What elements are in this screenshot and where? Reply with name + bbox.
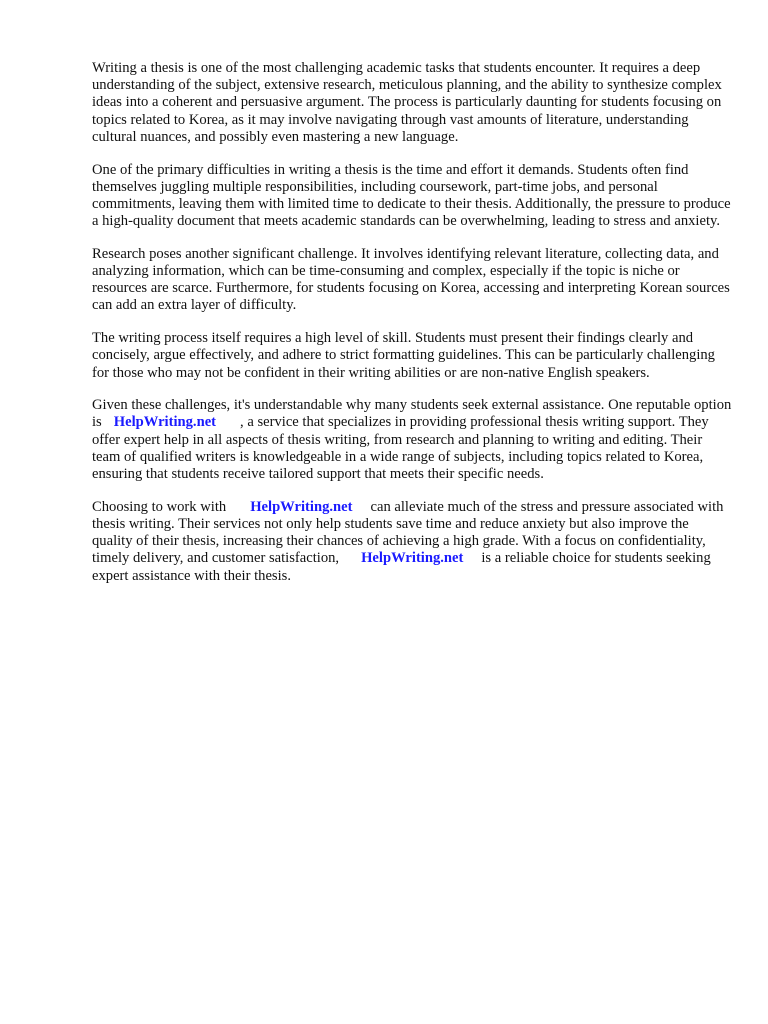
paragraph-assistance-text-before: Given these challenges, it's understandable why many students seek external assistance. One reputable option is — [92, 397, 732, 431]
helpwriting-link-2[interactable]: HelpWriting.net — [361, 550, 464, 567]
document-page — [92, 60, 732, 600]
helpwriting-link-1[interactable]: HelpWriting.net — [250, 498, 353, 515]
paragraph-choosing-text-after: is a reliable choice for students seeking expert assistance with their thesis. — [92, 550, 711, 584]
paragraph-writing-process: The writing process itself requires a high level of skill. Students must present their findings clearly and concisely, argue effectively, and adhere to strict formatting guidelines. This can be particularly challenging for those who may not be confident in their writing abilities or are non-native English speakers. — [92, 330, 715, 381]
paragraph-research: Research poses another significant challenge. It involves identifying relevant literature, collecting data, and analyzing information, which can be time-consuming and complex, especially if the topic is niche or resources are scarce. Furthermore, for students focusing on Korea, accessing and interpreting Korean sources can add an extra layer of difficulty. — [92, 245, 730, 314]
paragraph-time-effort: One of the primary difficulties in writing a thesis is the time and effort it demands. Students often find themselves juggling multiple responsibilities, including coursework, part-time jobs, and personal commitments, leaving them with limited time to dedicate to their thesis. Additionally, the pressure to produce a high-quality document that meets academic standards can be overwhelming, leading to stress and anxiety. — [92, 161, 731, 230]
paragraph-choosing-text-middle: can alleviate much of the stress and pressure associated with thesis writing. Their services not only help students save time and reduce anxiety but also improve the quality of their thesis, increasing their chances of achieving a high grade. With a focus on confidentiality, timely delivery, and customer satisfaction, — [92, 498, 724, 567]
paragraph-assistance — [92, 397, 732, 483]
paragraph-assistance-text-after: , a service that specializes in providing professional thesis writing support. They offer expert help in all aspects of thesis writing, from research and planning to writing and editing. Their team of qualified writers is knowledgeable in a wide range of subjects, including topics related to Korea, ensuring that students receive tailored support that meets their specific needs. — [92, 414, 709, 483]
paragraph-intro: Writing a thesis is one of the most challenging academic tasks that students encounter. It requires a deep understanding of the subject, extensive research, meticulous planning, and the ability to synthesize complex ideas into a coherent and persuasive argument. The process is particularly daunting for students focusing on topics related to Korea, as it may involve navigating through vast amounts of literature, understanding cultural nuances, and possibly even mastering a new language. — [92, 60, 722, 145]
paragraph-choosing — [92, 499, 732, 585]
paragraph-choosing-text-before: Choosing to work with — [92, 498, 227, 515]
helpwriting-link[interactable]: HelpWriting.net — [113, 414, 217, 431]
